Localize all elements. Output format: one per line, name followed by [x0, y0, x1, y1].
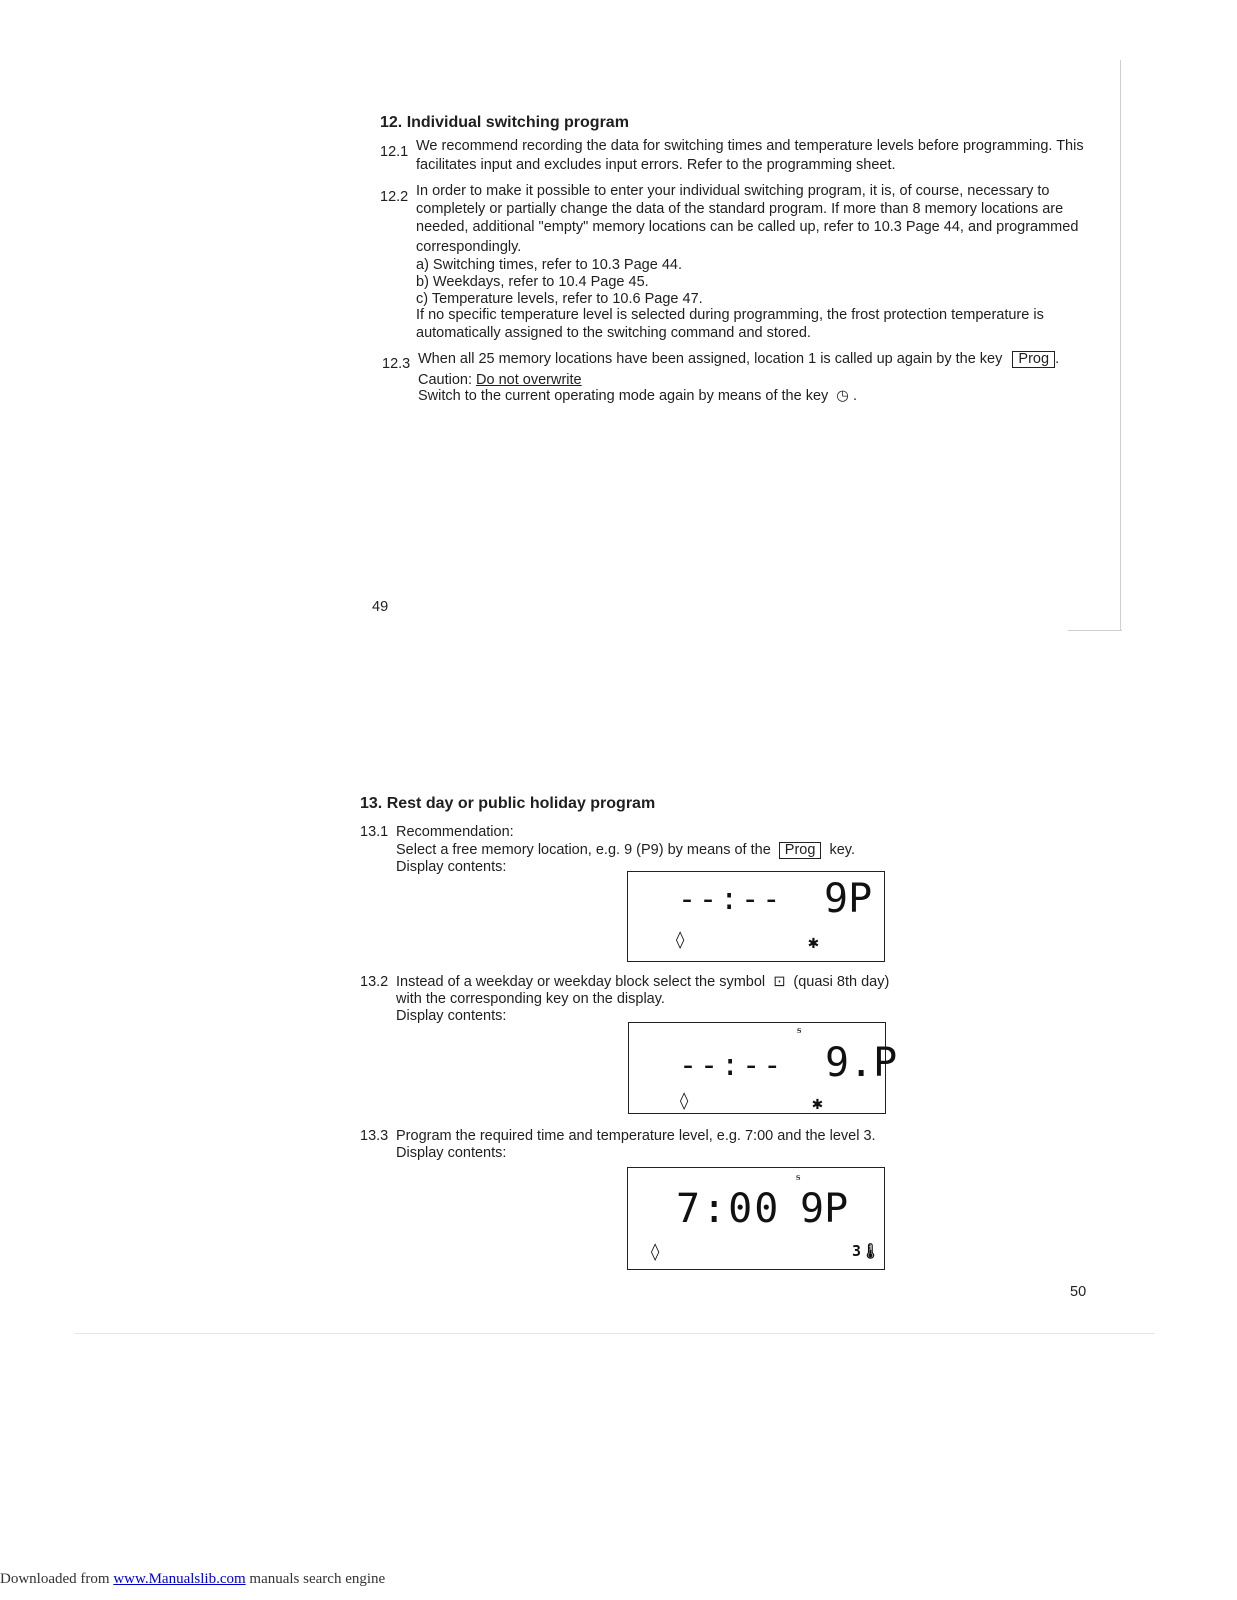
page-number-50: 50 — [1070, 1284, 1087, 1300]
s12-1-number: 12.1 — [380, 144, 409, 160]
s12-2-line-3: needed, additional "empty" memory locations can be called up, refer to 10.3 Page 44, and programmed — [416, 219, 1079, 235]
holiday-symbol-icon: ⊡ — [773, 974, 786, 990]
s12-1-line-2: facilitates input and excludes input errors. Refer to the programming sheet. — [416, 157, 896, 173]
s13-2-line-1b: (quasi 8th day) — [793, 974, 890, 990]
lcd-time: --:-- — [678, 882, 784, 917]
s12-3-number: 12.3 — [382, 356, 411, 372]
flame-icon: ◊ — [679, 1091, 690, 1111]
lcd-display-3 — [627, 1167, 885, 1270]
s12-2-line-9: automatically assigned to the switching command and stored. — [416, 325, 811, 341]
lcd-display-1 — [627, 871, 885, 962]
scan-edge-line — [75, 1333, 1155, 1334]
s12-2-item-b: b) Weekdays, refer to 10.4 Page 45. — [416, 274, 649, 290]
s13-1-line-2a: Select a free memory location, e.g. 9 (P9) by means of the — [396, 842, 771, 858]
s12-3-line-1-text: When all 25 memory locations have been assigned, location 1 is called up again by the key — [418, 351, 1003, 367]
page-number-49: 49 — [372, 599, 389, 615]
s13-2-line-1a: Instead of a weekday or weekday block select the symbol — [396, 974, 766, 990]
s12-3-line-3-text: Switch to the current operating mode again by means of the key — [418, 388, 829, 404]
section-13-heading: 13. Rest day or public holiday program — [360, 795, 656, 812]
clock-icon: ◷ — [836, 388, 849, 404]
download-footer — [0, 1571, 385, 1588]
flame-icon: ◊ — [675, 930, 686, 950]
s13-3-number: 13.3 — [360, 1128, 389, 1144]
s12-2-line-1: In order to make it possible to enter your individual switching program, it is, of course, necessary to — [416, 183, 1050, 199]
section-12-heading: 12. Individual switching program — [380, 114, 629, 131]
frost-icon: ✱ — [808, 932, 819, 953]
holiday-indicator-icon: ᵴ — [797, 1023, 802, 1036]
prog-key-label: Prog — [779, 842, 822, 859]
s13-3-line-2: Display contents: — [396, 1145, 507, 1161]
lcd-program-number: 9P — [800, 1186, 849, 1232]
s13-1-line-3: Display contents: — [396, 859, 507, 875]
s12-1-line-1: We recommend recording the data for switching times and temperature levels before programming. This — [416, 138, 1084, 154]
caution-label: Caution: — [418, 372, 473, 388]
flame-icon: ◊ — [650, 1242, 661, 1262]
footer-prefix: Downloaded from — [0, 1571, 114, 1587]
s13-1-line-1: Recommendation: — [396, 824, 514, 840]
s12-2-item-a: a) Switching times, refer to 10.3 Page 44. — [416, 257, 682, 273]
s13-1-number: 13.1 — [360, 824, 389, 840]
frost-icon: ✱ — [812, 1093, 823, 1114]
s13-1-line-2b: key. — [829, 842, 855, 858]
s13-2-line-2: with the corresponding key on the display. — [396, 991, 665, 1007]
lcd-time: --:-- — [679, 1048, 785, 1083]
s13-2-number: 13.2 — [360, 974, 389, 990]
s12-2-item-c: c) Temperature levels, refer to 10.6 Page 47. — [416, 291, 703, 307]
lcd-program-number: 9P — [824, 876, 873, 922]
temperature-level-icon: 3🌡 — [852, 1242, 881, 1260]
s13-3-line-1: Program the required time and temperature level, e.g. 7:00 and the level 3. — [396, 1128, 876, 1144]
s12-2-line-8: If no specific temperature level is selected during programming, the frost protection temperature is — [416, 307, 1044, 323]
manualslib-link[interactable]: www.Manualslib.com — [113, 1571, 246, 1587]
s13-1-line-2 — [396, 841, 855, 859]
s12-3-line-3: Switch to the current operating mode again by means of the key ◷ . — [418, 388, 858, 404]
scan-edge-line — [1068, 630, 1122, 631]
s12-2-number: 12.2 — [380, 189, 409, 205]
caution-text: Do not overwrite — [476, 372, 582, 388]
scan-edge-line — [1120, 60, 1121, 630]
lcd-display-2 — [628, 1022, 898, 1114]
prog-key-label: Prog — [1012, 351, 1055, 368]
s13-2-line-1 — [396, 973, 889, 991]
s12-3-line-1: When all 25 memory locations have been assigned, location 1 is called up again by the key Prog . — [418, 351, 1060, 367]
s13-2-line-3: Display contents: — [396, 1008, 507, 1024]
footer-suffix: manuals search engine — [245, 1571, 386, 1587]
lcd-program-number: 9.P — [825, 1040, 898, 1086]
s12-2-line-4: correspondingly. — [416, 239, 522, 255]
holiday-indicator-icon: ᵴ — [796, 1170, 801, 1183]
s12-2-line-2: completely or partially change the data of the standard program. If more than 8 memory locations are — [416, 201, 1064, 217]
lcd-time: 7:00 — [676, 1186, 781, 1232]
